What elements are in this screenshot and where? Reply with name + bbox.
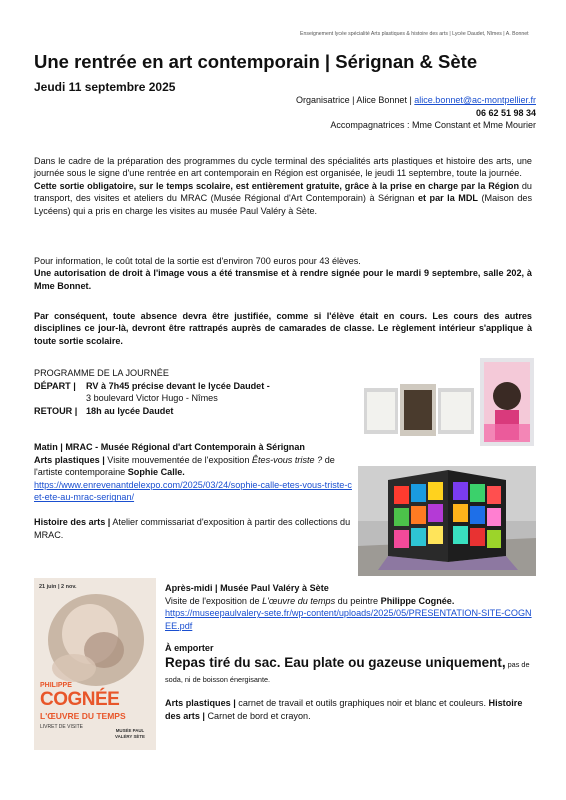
poster-artist-last: COGNÉE bbox=[40, 689, 120, 710]
poster-dates: 21 juin | 2 nov. bbox=[39, 584, 77, 590]
authorization-line: Une autorisation de droit à l'image vous a été transmise et à rendre signée pour le mardi 9 septembre, salle 202, à Mme Bonnet. bbox=[34, 268, 532, 291]
morning-ap-label: Arts plastiques | bbox=[34, 454, 105, 465]
organizer-email-link[interactable]: alice.bonnet@ac-montpellier.fr bbox=[414, 95, 536, 105]
exhibition-title: Êtes-vous triste ? bbox=[251, 454, 323, 465]
afternoon-block bbox=[165, 582, 535, 722]
intro-bold-1: Cette sortie obligatoire, sur le temps scolaire, est entièrement gratuite, grâce à la prise en charge par la Région bbox=[34, 180, 520, 191]
morning-ha-text: Atelier commissariat d'exposition à partir des collections du MRAC. bbox=[34, 516, 351, 540]
organizer-block bbox=[296, 94, 536, 132]
artist-name: Sophie Calle. bbox=[127, 467, 185, 478]
cognee-poster bbox=[34, 578, 156, 750]
morning-block bbox=[34, 441, 356, 541]
page-title: Une rentrée en art contemporain | Sérignan & Sète bbox=[34, 51, 478, 72]
companions: Accompagnatrices : Mme Constant et Mme Mourier bbox=[330, 120, 536, 130]
depart-value: RV à 7h45 précise devant le lycée Daudet - bbox=[86, 380, 270, 391]
intro-text-3: (Maison des Lycéens) qui a pris en charge les visites au musée Paul Valéry à Sète. bbox=[34, 193, 532, 216]
installation-photo bbox=[358, 466, 536, 576]
bring-title: À emporter bbox=[165, 643, 214, 654]
depart-label: DÉPART | bbox=[34, 380, 76, 391]
sophie-calle-photo bbox=[364, 358, 536, 448]
header-note: Enseignement lycée spécialité Arts plastiques & histoire des arts | Lycée Daudet, Nîmes | A. Bonnet bbox=[300, 31, 529, 37]
poster-museum: MUSÉE PAUL VALÉRY SÈTE bbox=[115, 728, 145, 739]
program-title: PROGRAMME DE LA JOURNÉE bbox=[34, 368, 169, 378]
cost-line: Pour information, le coût total de la sortie est d'environ 700 euros pour 43 élèves. bbox=[34, 256, 361, 266]
bring-note: pas de soda, ni de boisson énergisante. bbox=[165, 659, 530, 684]
afternoon-visit: Visite de l'exposition de bbox=[165, 595, 263, 606]
program-block bbox=[34, 367, 270, 417]
intro-text-2: du transport, des visites et ateliers du MRAC (Musée Régional d'Art Contemporain) à Sérignan bbox=[34, 180, 532, 204]
cost-paragraph bbox=[34, 255, 532, 292]
intro-bold-2: et par la MDL bbox=[417, 193, 478, 204]
cognee-link[interactable]: https://museepaulvalery-sete.fr/wp-content/uploads/2025/05/PRESENTATION-SITE-COGNEE.pdf bbox=[165, 608, 532, 631]
absence-paragraph: Par conséquent, toute absence devra être justifiée, comme si l'élève était en cours. Les cours des autres disciplines ce jour-là, devront être rattrapés auprès de camarades de classe. Le règlement intérieur s'applique à toute sortie scolaire. bbox=[34, 311, 532, 346]
poster-expo-title: L'ŒUVRE DU TEMPS bbox=[40, 711, 126, 721]
poster-artist-first: PHILIPPE bbox=[40, 682, 72, 689]
morning-ap-text-2: de l'artiste contemporaine bbox=[34, 454, 335, 478]
poster-guide: LIVRET DE VISITE bbox=[40, 724, 83, 730]
organizer-phone: 06 62 51 98 34 bbox=[475, 107, 536, 118]
afternoon-ha-label: Histoire des arts | bbox=[165, 697, 523, 721]
morning-ha-label: Histoire des arts | bbox=[34, 516, 111, 527]
afternoon-ha-text: Carnet de bord et crayon. bbox=[204, 710, 311, 721]
afternoon-ap-label: Arts plastiques | bbox=[165, 697, 236, 708]
mrac-link[interactable]: https://www.enrevenantdelexpo.com/2025/03/24/sophie-calle-etes-vous-triste-cet-ete-au-mrac-serignan/ bbox=[34, 479, 352, 503]
retour-label: RETOUR | bbox=[34, 405, 78, 416]
retour-value: 18h au lycée Daudet bbox=[86, 405, 174, 416]
intro-text: Dans le cadre de la préparation des programmes du cycle terminal des spécialités arts plastiques et histoire des arts, une journée sous le signe d'une rentrée en art contemporain en Région est organisée, le jeudi 11 septembre, toute la journée. bbox=[34, 156, 532, 179]
afternoon-heading: Après-midi | Musée Paul Valéry à Sète bbox=[165, 583, 329, 593]
afternoon-visit-2: du peintre bbox=[335, 595, 381, 606]
morning-heading: Matin | MRAC - Musée Régional d'art Contemporain à Sérignan bbox=[34, 442, 305, 452]
bring-main: Repas tiré du sac. Eau plate ou gazeuse uniquement, bbox=[165, 654, 506, 670]
afternoon-exhibition: L'œuvre du temps bbox=[262, 595, 336, 606]
depart-address: 3 boulevard Victor Hugo - Nîmes bbox=[86, 393, 218, 404]
afternoon-ap-text: carnet de travail et outils graphiques noir et blanc et couleurs. bbox=[235, 697, 489, 708]
organizer-label: Organisatrice | Alice Bonnet | bbox=[296, 95, 415, 105]
morning-ap-text: Visite mouvementée de l'exposition bbox=[104, 454, 252, 465]
event-date: Jeudi 11 septembre 2025 bbox=[34, 80, 176, 94]
intro-paragraph bbox=[34, 155, 532, 217]
painter-name: Philippe Cognée. bbox=[380, 595, 455, 606]
